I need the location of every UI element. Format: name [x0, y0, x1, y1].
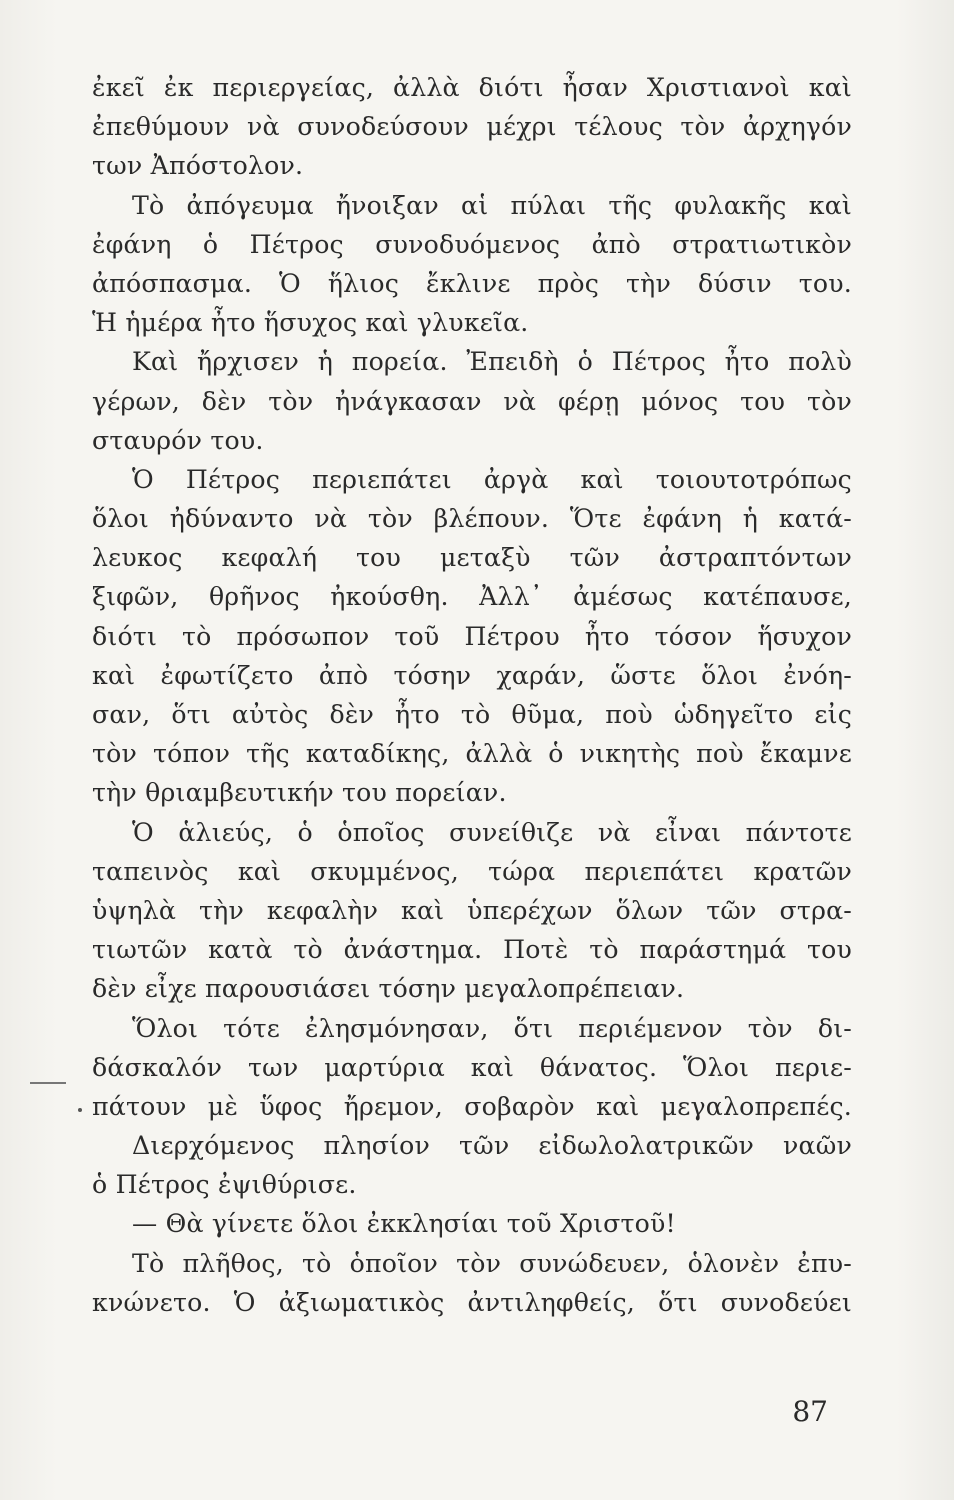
- text-line: ἐφάνη ὁ Πέτρος συνοδυόμενος ἀπὸ στρατιωτικὸν: [92, 229, 852, 259]
- text-line: ὑψηλὰ τὴν κεφαλὴν καὶ ὑπερέχων ὅλων τῶν στρα-: [92, 895, 852, 925]
- text-line: καὶ ἐφωτίζετο ἀπὸ τόσην χαράν, ὥστε ὅλοι ἐνόη-: [92, 660, 852, 690]
- text-line: Καὶ ἤρχισεν ἡ πορεία. Ἐπειδὴ ὁ Πέτρος ἦτο πολὺ: [132, 347, 852, 377]
- text-line: Ἡ ἡμέρα ἦτο ἥσυχος καὶ γλυκεῖα.: [92, 308, 529, 338]
- text-line: Ὅλοι τότε ἐλησμόνησαν, ὅτι περιέμενον τὸν δι-: [132, 1013, 852, 1043]
- text-line: τὸν τόπον τῆς καταδίκης, ἀλλὰ ὁ νικητὴς ποὺ ἔκαμνε: [92, 739, 852, 769]
- text-line: ταπεινὸς καὶ σκυμμένος, τώρα περιεπάτει κρατῶν: [92, 856, 852, 886]
- text-line: σαν, ὅτι αὐτὸς δὲν ἦτο τὸ θῦμα, ποὺ ὡδηγεῖτο εἰς: [92, 700, 852, 729]
- text-line: Ὁ Πέτρος περιεπάτει ἀργὰ καὶ τοιουτοτρόπως: [132, 464, 852, 494]
- body-text: [92, 68, 852, 1322]
- margin-mark: [30, 1082, 66, 1084]
- text-line: λευκος κεφαλή του μεταξὺ τῶν ἀστραπτόντων: [92, 543, 852, 573]
- text-line: διότι τὸ πρόσωπον τοῦ Πέτρου ἦτο τόσον ἥσυχον: [92, 621, 852, 651]
- text-line: — Θὰ γίνετε ὅλοι ἐκκλησίαι τοῦ Χριστοῦ!: [132, 1209, 676, 1239]
- text-line: τὴν θριαμβευτικήν του πορείαν.: [92, 778, 507, 808]
- text-line: δὲν εἶχε παρουσιάσει τόσην μεγαλοπρέπειαν.: [92, 974, 685, 1004]
- page-number: 87: [792, 1395, 828, 1428]
- margin-dot: [78, 1108, 82, 1112]
- text-line: ἀπόσπασμα. Ὁ ἥλιος ἔκλινε πρὸς τὴν δύσιν του.: [92, 268, 852, 298]
- text-line: κνώνετο. Ὁ ἀξιωματικὸς ἀντιληφθείς, ὅτι συνοδεύει: [92, 1287, 852, 1317]
- text-line: ἐπεθύμουν νὰ συνοδεύσουν μέχρι τέλους τὸν ἀρχηγόν: [92, 112, 852, 142]
- text-line: ἐκεῖ ἐκ περιεργείας, ἀλλὰ διότι ἦσαν Χριστιανοὶ καὶ: [92, 73, 852, 102]
- text-line: γέρων, δὲν τὸν ἠνάγκασαν νὰ φέρῃ μόνος του τὸν: [92, 386, 852, 416]
- text-line: Διερχόμενος πλησίον τῶν εἰδωλολατρικῶν ναῶν: [132, 1131, 852, 1161]
- text-line: δάσκαλόν των μαρτύρια καὶ θάνατος. Ὅλοι περιε-: [92, 1052, 852, 1082]
- text-line: ὅλοι ἠδύναντο νὰ τὸν βλέπουν. Ὅτε ἐφάνη ἡ κατά-: [92, 504, 852, 534]
- text-line: πάτουν μὲ ὕφος ἤρεμον, σοβαρὸν καὶ μεγαλοπρεπές.: [92, 1091, 852, 1121]
- text-line: ὁ Πέτρος ἐψιθύρισε.: [92, 1170, 357, 1200]
- text-line: ξιφῶν, θρῆνος ἠκούσθη. Ἀλλ᾿ ἀμέσως κατέπαυσε,: [92, 582, 852, 612]
- text-line: των Ἀπόστολον.: [92, 151, 304, 181]
- text-line: Ὁ ἁλιεύς, ὁ ὁποῖος συνείθιζε νὰ εἶναι πάντοτε: [132, 817, 852, 847]
- text-line: σταυρόν του.: [92, 425, 264, 455]
- text-line: τιωτῶν κατὰ τὸ ἀνάστημα. Ποτὲ τὸ παράστημά του: [92, 935, 852, 965]
- text-line: Τὸ ἀπόγευμα ἤνοιξαν αἱ πύλαι τῆς φυλακῆς καὶ: [132, 190, 852, 220]
- text-line: Τὸ πλῆθος, τὸ ὁποῖον τὸν συνώδευεν, ὁλονὲν ἐπυ-: [132, 1248, 852, 1278]
